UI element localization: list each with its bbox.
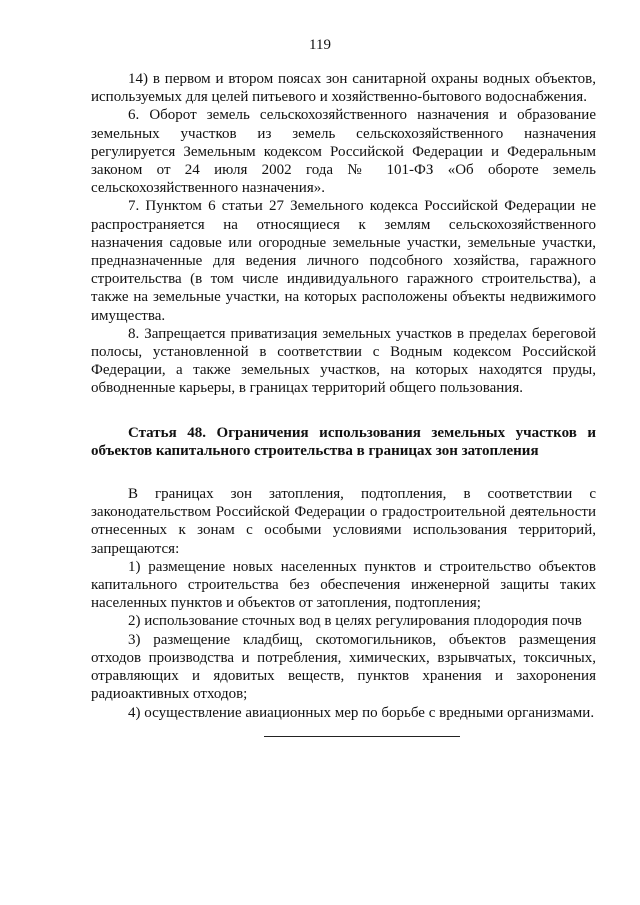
paragraph-item-7: 7. Пунктом 6 статьи 27 Земельного кодекса Российской Федерации не распространяется на относящиеся к землям сельскохозяйственного назначения садовые или огородные земельные участки, земельные участки, предназначенные для ведения личного подсобного хозяйства, гаражного строительства (в том числе индивидуального гаражного строительства), а также на земельные участки, на которых расположены объекты недвижимого имущества. (91, 198, 596, 324)
end-divider-line (264, 736, 460, 737)
article-heading: Статья 48. Ограничения использования земельных участков и объектов капитального строительства в границах зон затопления (91, 424, 596, 459)
paragraph-item-6: 6. Оборот земель сельскохозяйственного назначения и образование земельных участков из земель сельскохозяйственного назначения регулируется Земельным кодексом Российской Федерации и Федеральным законом от 24 июля 2002 года № 101-ФЗ «Об обороте земель сельскохозяйственного назначения». (91, 107, 596, 197)
paragraph-item-14: 14) в первом и втором поясах зон санитарной охраны водных объектов, используемых для целей питьевого и хозяйственно-бытового водоснабжения. (91, 71, 596, 106)
paragraph-list-1: 1) размещение новых населенных пунктов и строительство объектов капитального строительства без обеспечения инженерной защиты таких населенных пунктов и объектов от затопления, подтопления; (91, 558, 596, 612)
paragraph-intro: В границах зон затопления, подтопления, в соответствии с законодательством Российской Федерации о градостроительной деятельности отнесенных к зонам с особыми условиями использования территорий, запрещаются: (91, 486, 596, 557)
paragraph-list-2: 2) использование сточных вод в целях регулирования плодородия почв (128, 613, 582, 630)
page-number: 119 (309, 37, 331, 53)
document-body (91, 70, 596, 722)
paragraph-item-8: 8. Запрещается приватизация земельных участков в пределах береговой полосы, установленной в соответствии с Водным кодексом Российской Федерации, а также земельных участков, на которых находятся пруды, обводненные карьеры, в границах территорий общего пользования. (91, 325, 596, 397)
paragraph-list-3: 3) размещение кладбищ, скотомогильников, объектов размещения отходов производства и потребления, химических, взрывчатых, токсичных, отравляющих и ядовитых веществ, пунктов хранения и захоронения радиоактивных отходов; (91, 631, 596, 703)
paragraph-list-4: 4) осуществление авиационных мер по борьбе с вредными организмами. (128, 704, 595, 721)
